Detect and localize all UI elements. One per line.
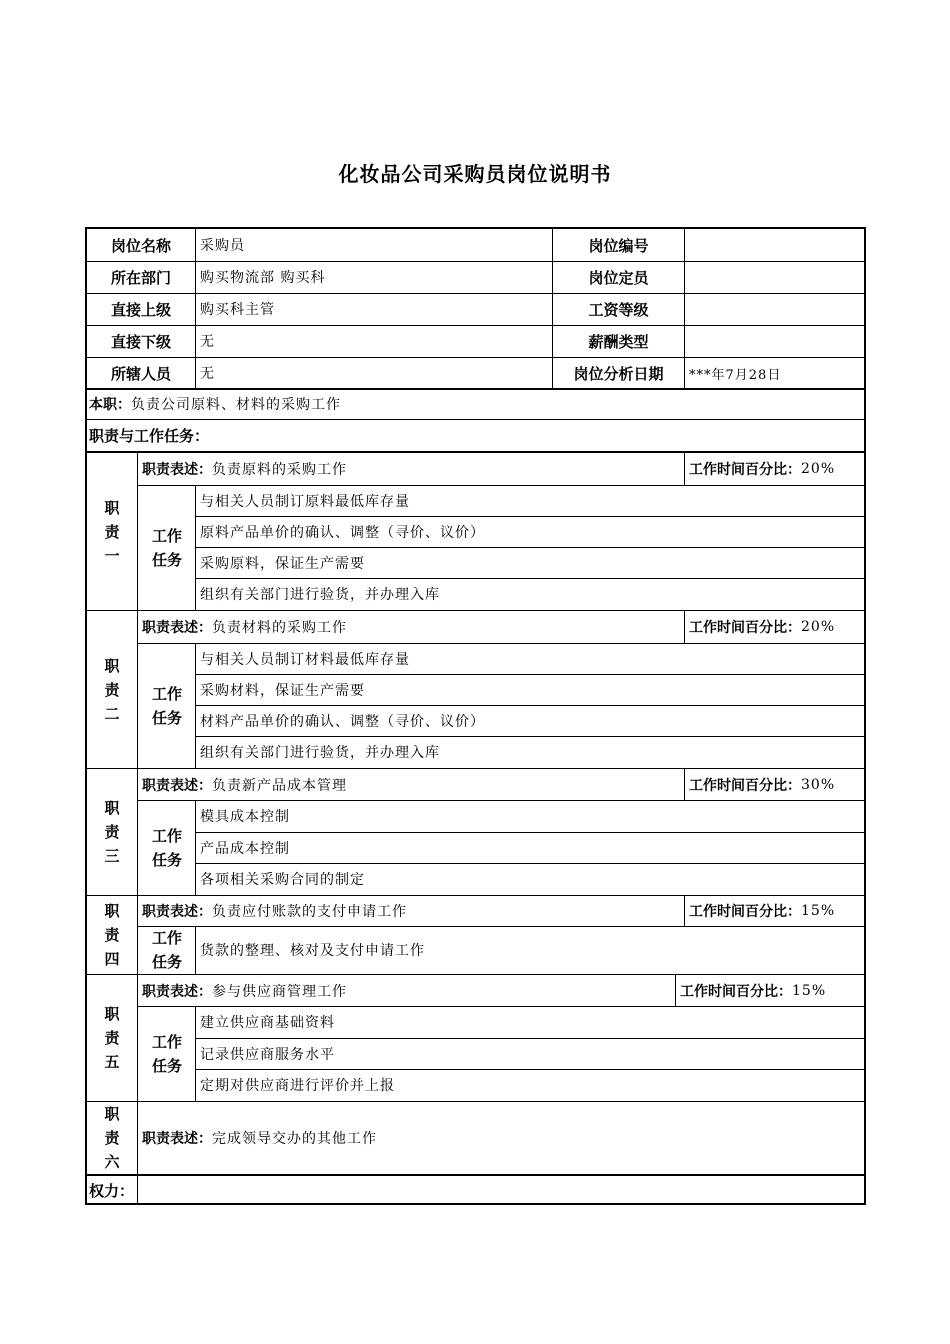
page-title: 化妆品公司采购员岗位说明书 [338, 162, 612, 186]
duty-5-description: 职责表述： 参与供应商管理工作 [142, 983, 347, 1000]
job-description-table [85, 227, 866, 1205]
authority-value [138, 1176, 842, 1205]
duty-3-task-label: 工作 任务 [151, 826, 182, 869]
duties-heading: 职责与工作任务： [89, 427, 210, 445]
duty-1-task-1: 与相关人员制订原料最低库存量 [200, 493, 410, 510]
duty-1-description: 职责表述： 负责原料的采购工作 [142, 462, 347, 478]
duty-2-task-1: 与相关人员制订材料最低库存量 [200, 651, 410, 668]
salary-grade-value [685, 293, 864, 325]
duty-1-task-3: 采购原料，保证生产需要 [200, 555, 365, 572]
duty-5-task-2: 记录供应商服务水平 [200, 1046, 335, 1063]
duty-4-task-label: 工作 任务 [151, 929, 182, 971]
duty-2-task-4: 组织有关部门进行验货，并办理入库 [200, 745, 440, 761]
salary-grade-label: 工资等级 [588, 300, 649, 319]
duty-2-task-label: 工作 任务 [151, 684, 182, 727]
duty-5-task-1: 建立供应商基础资料 [200, 1015, 335, 1031]
analysis-date-label: 岗位分析日期 [573, 364, 664, 383]
duty-4-task-1: 货款的整理、核对及支付申请工作 [200, 943, 425, 959]
duty-6-description: 职责表述： 完成领导交办的其他工作 [142, 1131, 377, 1147]
duty-5-percentage: 工作时间百分比： 15% [680, 982, 827, 1000]
duty-1-task-2: 原料产品单价的确认、调整（寻价、议价） [200, 524, 485, 541]
duty-3-task-3: 各项相关采购合同的制定 [200, 872, 365, 888]
duty-4-name: 职 责 四 [104, 902, 120, 968]
main-duty-label: 本职： [89, 397, 131, 413]
department-label: 所在部门 [110, 268, 171, 287]
duty-2-task-2: 采购材料，保证生产需要 [200, 682, 365, 699]
duty-4-percentage: 工作时间百分比： 15% [689, 903, 836, 920]
duty-1-percentage: 工作时间百分比： 20% [689, 461, 836, 478]
subordinate-value: 无 [200, 334, 215, 350]
headcount-value [685, 261, 864, 293]
analysis-date-value: ***年7月28日 [689, 367, 782, 383]
pay-type-label: 薪酬类型 [588, 332, 649, 351]
post-number-label: 岗位编号 [588, 236, 649, 255]
duty-2-name: 职 责 二 [104, 656, 120, 723]
headcount-label: 岗位定员 [588, 268, 649, 287]
duty-3-percentage: 工作时间百分比： 30% [689, 776, 836, 794]
duty-1-task-label: 工作 任务 [151, 526, 182, 569]
duty-3-task-2: 产品成本控制 [200, 840, 290, 857]
superior-label: 直接上级 [110, 300, 171, 319]
duty-5-name: 职 责 五 [104, 1005, 120, 1071]
main-duty-value: 负责公司原料、材料的采购工作 [131, 397, 341, 413]
duty-2-percentage: 工作时间百分比： 20% [689, 619, 836, 636]
duty-3-task-1: 模具成本控制 [200, 809, 290, 825]
duty-2-task-3: 材料产品单价的确认、调整（寻价、议价） [200, 713, 485, 730]
department-value: 购买物流部 购买科 [200, 270, 326, 286]
post-number-value [685, 229, 864, 261]
duty-3-description: 职责表述： 负责新产品成本管理 [142, 777, 347, 794]
staff-label: 所辖人员 [110, 364, 171, 383]
post-name-label: 岗位名称 [110, 236, 171, 255]
duty-5-task-label: 工作 任务 [151, 1032, 182, 1075]
duty-1-task-4: 组织有关部门进行验货，并办理入库 [200, 587, 440, 603]
authority-label: 权力： [89, 1182, 135, 1200]
post-name-value: 采购员 [200, 238, 245, 254]
superior-value: 购买科主管 [200, 302, 275, 318]
staff-value: 无 [200, 366, 215, 382]
main-duty-row [87, 389, 859, 419]
duty-2-description: 职责表述： 负责材料的采购工作 [142, 620, 347, 636]
pay-type-value [685, 325, 864, 357]
duty-5-task-3: 定期对供应商进行评价并上报 [200, 1078, 395, 1094]
duty-4-description: 职责表述： 负责应付账款的支付申请工作 [142, 904, 407, 920]
duty-1-name: 职 责 一 [104, 498, 120, 565]
subordinate-label: 直接下级 [110, 332, 171, 351]
duty-3-name: 职 责 三 [104, 799, 120, 865]
duty-6-name: 职 责 六 [104, 1105, 120, 1171]
